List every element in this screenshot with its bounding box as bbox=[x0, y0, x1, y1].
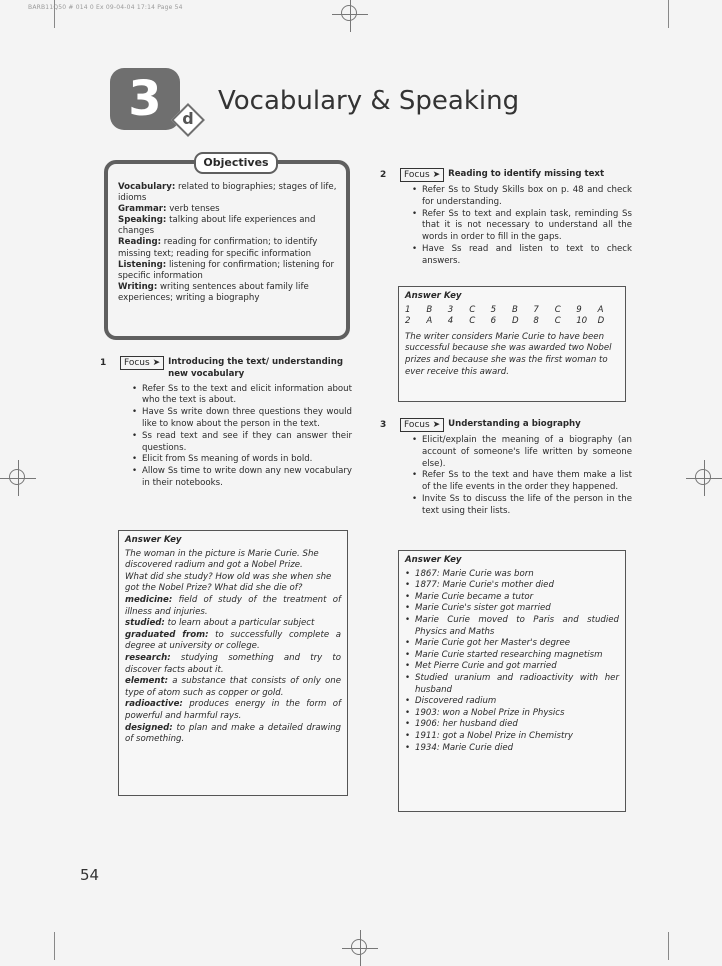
bullet-list bbox=[400, 435, 632, 518]
objective-text: talking about life experiences and changes bbox=[118, 215, 316, 237]
section-number: 1 bbox=[100, 358, 107, 368]
definition-term: medicine: bbox=[125, 594, 173, 605]
list-item: • Elicit from Ss meaning of words in bold. bbox=[132, 454, 352, 466]
definition-term: radioactive: bbox=[125, 699, 183, 710]
objective-row bbox=[118, 182, 338, 204]
grid-cell: C bbox=[469, 316, 476, 327]
answer-key-3 bbox=[398, 550, 626, 812]
definition-text: produces energy in the form of powerful and harmful rays. bbox=[125, 699, 341, 721]
section-3 bbox=[380, 418, 632, 518]
timeline-item: • Marie Curie got her Master's degree bbox=[405, 638, 619, 650]
timeline-item: • 1903: won a Nobel Prize in Physics bbox=[405, 708, 619, 720]
print-slug: BARB11Q50 # 014 0 Ex 09-04-04 17:14 Page 54 bbox=[28, 4, 183, 11]
objective-label: Grammar: bbox=[118, 204, 167, 215]
grid-cell: 3 bbox=[447, 304, 454, 315]
focus-label: Focus ➤ bbox=[400, 168, 444, 182]
crop-mark-icon bbox=[54, 0, 55, 28]
timeline-item: • Discovered radium bbox=[405, 696, 619, 708]
grid-cell: 9 bbox=[576, 304, 582, 315]
definition-term: studied: bbox=[125, 618, 165, 629]
grid-cell: D bbox=[511, 316, 519, 327]
timeline-item: • Marie Curie's sister got married bbox=[405, 603, 619, 615]
answer-paragraph: What did she study? How old was she when she got the Nobel Prize? What did she die of? bbox=[125, 571, 332, 594]
objective-text: related to biographies; stages of life, idioms bbox=[118, 182, 337, 204]
definition-term: research: bbox=[125, 652, 171, 663]
page-number: 54 bbox=[80, 866, 100, 884]
section-number: 3 bbox=[380, 420, 387, 430]
objective-text: listening for confirmation; listening for specific information bbox=[118, 259, 335, 281]
grid-cell: 4 bbox=[447, 316, 454, 327]
timeline-item: • Studied uranium and radioactivity with her husband bbox=[405, 673, 619, 696]
objectives-box bbox=[104, 160, 350, 340]
list-item: • Invite Ss to discuss the life of the person in the text using their lists. bbox=[412, 494, 632, 518]
list-item: • Refer Ss to Study Skills box on p. 48 and check for understanding. bbox=[412, 185, 632, 209]
answer-key-2 bbox=[398, 286, 626, 402]
definition-term: element: bbox=[125, 676, 169, 687]
definition bbox=[125, 618, 341, 630]
section-heading: Reading to identify missing text bbox=[448, 169, 605, 179]
timeline-item: • Marie Curie started researching magnetism bbox=[405, 650, 619, 662]
grid-cell: 10 bbox=[576, 316, 588, 327]
grid-cell: C bbox=[554, 316, 561, 327]
definition-term: graduated from: bbox=[125, 629, 209, 640]
definition bbox=[125, 676, 341, 699]
grid-cell: 6 bbox=[490, 316, 497, 327]
list-item: • Refer Ss to the text and elicit information about who the text is about. bbox=[132, 384, 352, 408]
timeline-item: • 1877: Marie Curie's mother died bbox=[405, 580, 619, 592]
timeline-item: • 1934: Marie Curie died bbox=[405, 743, 619, 755]
definition-list bbox=[125, 595, 341, 746]
section-number: 2 bbox=[380, 170, 387, 180]
objective-row bbox=[118, 282, 338, 304]
objective-row bbox=[118, 204, 338, 215]
objective-text: verb tenses bbox=[169, 204, 220, 215]
list-item: • Ss read text and see if they can answer their questions. bbox=[132, 431, 352, 455]
timeline-item: • Marie Curie became a tutor bbox=[405, 592, 619, 604]
timeline-item: • 1911: got a Nobel Prize in Chemistry bbox=[405, 731, 619, 743]
definition-text: to learn about a particular subject bbox=[167, 618, 315, 629]
focus-label: Focus ➤ bbox=[400, 418, 444, 432]
registration-mark-icon bbox=[686, 460, 722, 496]
definition-text: to plan and make a detailed drawing of something. bbox=[125, 722, 341, 745]
grid-cell: 1 bbox=[405, 304, 411, 315]
definition-term: designed: bbox=[125, 722, 173, 733]
grid-cell: 2 bbox=[405, 316, 411, 327]
timeline-list bbox=[405, 569, 619, 755]
answer-grid bbox=[405, 305, 619, 328]
unit-letter: d bbox=[182, 109, 194, 128]
grid-cell: B bbox=[511, 304, 518, 315]
section-2 bbox=[380, 168, 632, 268]
objective-text: writing sentences about family life experiences; writing a biography bbox=[118, 281, 309, 303]
definition-text: studying something and try to discover facts about it. bbox=[125, 652, 341, 675]
list-item: • Have Ss read and listen to text to check answers. bbox=[412, 244, 632, 268]
objective-row bbox=[118, 260, 338, 282]
grid-cell: 5 bbox=[490, 304, 497, 315]
grid-cell: A bbox=[426, 316, 433, 327]
answer-key-title: Answer Key bbox=[405, 291, 462, 301]
objective-label: Vocabulary: bbox=[118, 182, 176, 192]
answer-key-title: Answer Key bbox=[405, 555, 462, 565]
bullet-list bbox=[120, 384, 352, 490]
crop-mark-icon bbox=[668, 932, 669, 960]
timeline-item: • 1867: Marie Curie was born bbox=[405, 569, 619, 581]
registration-mark-icon bbox=[332, 0, 368, 32]
grid-cell: 8 bbox=[533, 316, 539, 327]
crop-mark-icon bbox=[668, 0, 669, 28]
registration-mark-icon bbox=[0, 460, 36, 496]
answer-paragraphs bbox=[125, 549, 341, 595]
answer-key-title: Answer Key bbox=[125, 535, 182, 545]
crop-mark-icon bbox=[54, 932, 55, 960]
timeline-item: • 1906: her husband died bbox=[405, 719, 619, 731]
objective-label: Reading: bbox=[118, 237, 162, 248]
answer-key-1 bbox=[118, 530, 348, 796]
page-title: Vocabulary & Speaking bbox=[218, 86, 520, 116]
timeline-item: • Marie Curie moved to Paris and studied Physics and Maths bbox=[405, 615, 619, 638]
list-item: • Have Ss write down three questions they would like to know about the person in the text. bbox=[132, 407, 352, 431]
timeline-item: • Met Pierre Curie and got married bbox=[405, 661, 619, 673]
objectives-title: Objectives bbox=[194, 152, 278, 174]
list-item: • Elicit/explain the meaning of a biography (an account of someone's life written by someone else). bbox=[412, 435, 632, 470]
grid-cell: C bbox=[554, 304, 561, 315]
objective-label: Speaking: bbox=[118, 215, 167, 226]
definition-text: a substance that consists of only one type of atom such as copper or gold. bbox=[125, 676, 341, 698]
definition-text: field of study of the treatment of illness and injuries. bbox=[125, 594, 341, 617]
definition bbox=[125, 699, 341, 722]
definition bbox=[125, 653, 341, 676]
objective-label: Listening: bbox=[118, 259, 167, 270]
definition bbox=[125, 723, 341, 746]
answer-paragraph: The writer considers Marie Curie to have been successful because she was awarded two Nobel prizes and because she was the first woman to ever receive this award. bbox=[405, 331, 612, 377]
definition bbox=[125, 630, 341, 653]
objective-label: Writing: bbox=[118, 281, 158, 292]
bullet-list bbox=[400, 185, 632, 268]
grid-cell: B bbox=[426, 304, 433, 315]
grid-cell: D bbox=[597, 316, 605, 327]
registration-mark-icon bbox=[342, 930, 378, 966]
answer-paragraph: The woman in the picture is Marie Curie. She discovered radium and got a Nobel Prize. bbox=[125, 548, 319, 571]
definition bbox=[125, 595, 341, 618]
objective-row bbox=[118, 237, 338, 259]
grid-cell: A bbox=[597, 304, 604, 315]
grid-cell: C bbox=[469, 304, 476, 315]
list-item: • Allow Ss time to write down any new vocabulary in their notebooks. bbox=[132, 466, 352, 490]
objective-row bbox=[118, 215, 338, 237]
list-item: • Refer Ss to text and explain task, reminding Ss that it is not necessary to understand all the words in order to fill in the gaps. bbox=[412, 209, 632, 244]
section-heading: Introducing the text/ understanding new vocabulary bbox=[168, 357, 343, 379]
definition-text: to successfully complete a degree at university or college. bbox=[125, 629, 341, 652]
focus-label: Focus ➤ bbox=[120, 356, 164, 370]
objectives-list bbox=[118, 182, 338, 304]
list-item: • Refer Ss to the text and have them make a list of the life events in the order they happened. bbox=[412, 470, 632, 494]
section-1 bbox=[100, 356, 352, 490]
section-heading: Understanding a biography bbox=[448, 419, 581, 429]
unit-number-badge: 3 bbox=[110, 68, 180, 130]
grid-cell: 7 bbox=[533, 304, 539, 315]
objective-text: reading for confirmation; to identify missing text; reading for specific information bbox=[118, 237, 318, 259]
